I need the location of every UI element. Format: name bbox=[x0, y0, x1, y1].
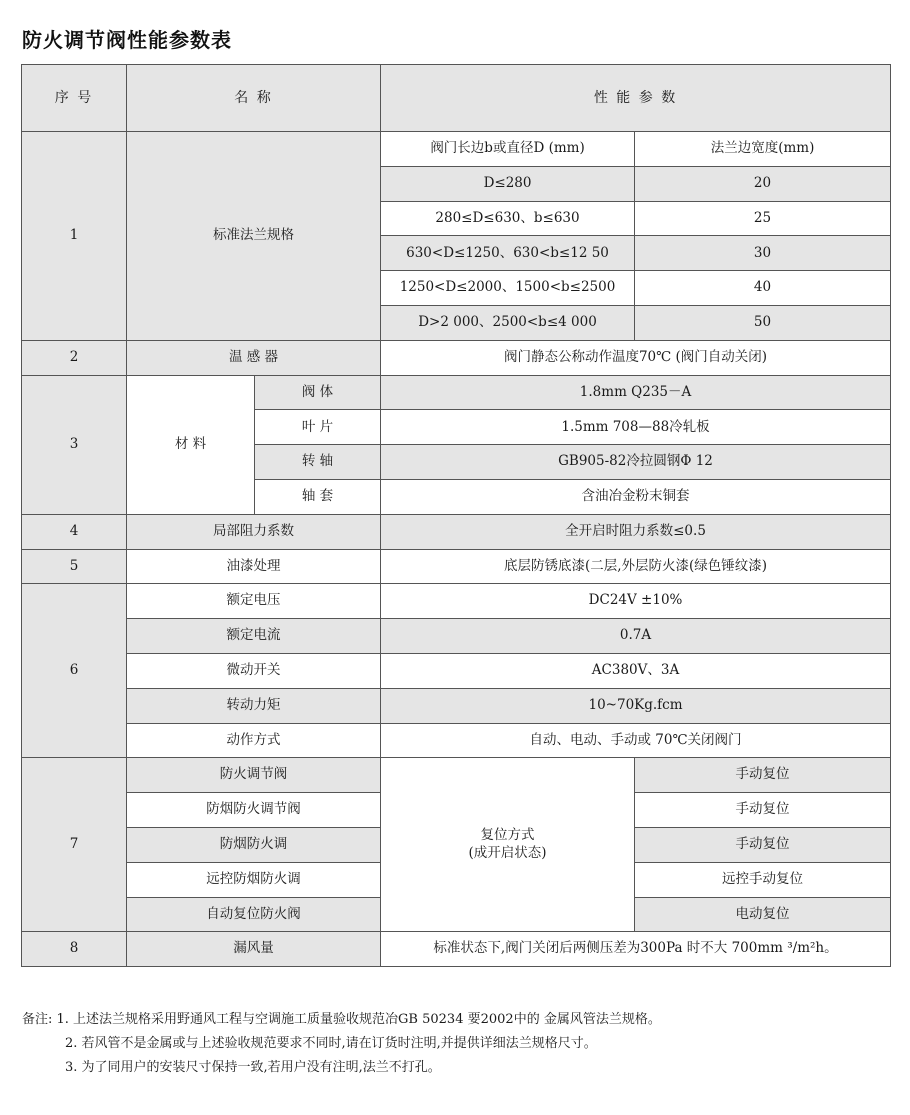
cell-value: 底层防锈底漆(二层,外层防火漆(绿色锤纹漆) bbox=[381, 549, 891, 584]
row-name: 自动复位防火阀 bbox=[127, 897, 381, 932]
row-number: 5 bbox=[22, 549, 127, 584]
part-name: 叶 片 bbox=[255, 410, 381, 445]
reset-mode-note: (成开启状态) bbox=[468, 844, 547, 861]
table-row bbox=[22, 653, 891, 688]
note-line: 2. 若风管不是金属或与上述验收规范要求不同时,请在订货时注明,并提供详细法兰规格尺寸。 bbox=[65, 1036, 597, 1051]
cell-value: 50 bbox=[635, 305, 891, 340]
row-name: 防烟防火调节阀 bbox=[127, 793, 381, 828]
cell-value: 20 bbox=[635, 166, 891, 201]
row-number: 3 bbox=[22, 375, 127, 514]
cell-value: 手动复位 bbox=[635, 758, 891, 793]
table-row bbox=[22, 340, 891, 375]
header-serial: 序 号 bbox=[22, 65, 127, 132]
cell-value: 全开启时阻力系数≤0.5 bbox=[381, 514, 891, 549]
sub-header-size: 阀门长边b或直径D (mm) bbox=[381, 132, 635, 167]
cell-value: 1.5mm 708—88冷轧板 bbox=[381, 410, 891, 445]
cell-value: 阀门静态公称动作温度70℃ (阀门自动关闭) bbox=[381, 340, 891, 375]
row-name: 远控防烟防火调 bbox=[127, 862, 381, 897]
table-row bbox=[22, 932, 891, 967]
cell-value: 含油冶金粉末铜套 bbox=[381, 479, 891, 514]
cell-value: 30 bbox=[635, 236, 891, 271]
page-title: 防火调节阀性能参数表 bbox=[22, 28, 232, 52]
table-row bbox=[22, 619, 891, 654]
row-name: 材 料 bbox=[127, 375, 255, 514]
row-number: 2 bbox=[22, 340, 127, 375]
cell-value: 280≤D≤630、b≤630 bbox=[381, 201, 635, 236]
table-row bbox=[22, 758, 891, 793]
row-name: 防火调节阀 bbox=[127, 758, 381, 793]
row-name: 漏风量 bbox=[127, 932, 381, 967]
row-name: 防烟防火调 bbox=[127, 827, 381, 862]
header-params: 性 能 参 数 bbox=[381, 65, 891, 132]
table-row bbox=[22, 584, 891, 619]
table-row bbox=[22, 549, 891, 584]
note-line: 3. 为了同用户的安装尺寸保持一致,若用户没有注明,法兰不打孔。 bbox=[65, 1060, 441, 1075]
row-number: 6 bbox=[22, 584, 127, 758]
row-name: 标准法兰规格 bbox=[127, 132, 381, 341]
cell-value: 25 bbox=[635, 201, 891, 236]
table-row bbox=[22, 688, 891, 723]
performance-table bbox=[21, 64, 891, 967]
row-name: 局部阻力系数 bbox=[127, 514, 381, 549]
row-name: 动作方式 bbox=[127, 723, 381, 758]
cell-value: 手动复位 bbox=[635, 793, 891, 828]
cell-value: GB905-82冷拉圆钢Φ 12 bbox=[381, 445, 891, 480]
table-row bbox=[22, 514, 891, 549]
cell-value: 0.7A bbox=[381, 619, 891, 654]
note-line: 备注: 1. 上述法兰规格采用野通风工程与空调施工质量验收规范冶GB 50234 要2002中的 金属风管法兰规格。 bbox=[22, 1012, 661, 1027]
header-name: 名 称 bbox=[127, 65, 381, 132]
cell-value: AC380V、3A bbox=[381, 653, 891, 688]
row-name: 油漆处理 bbox=[127, 549, 381, 584]
cell-value: 手动复位 bbox=[635, 827, 891, 862]
part-name: 转 轴 bbox=[255, 445, 381, 480]
table-header-row bbox=[22, 65, 891, 132]
cell-value: 10~70Kg.fcm bbox=[381, 688, 891, 723]
cell-value: D≤280 bbox=[381, 166, 635, 201]
table-row bbox=[22, 132, 891, 167]
table-row bbox=[22, 375, 891, 410]
cell-value: D>2 000、2500<b≤4 000 bbox=[381, 305, 635, 340]
cell-value: 40 bbox=[635, 271, 891, 306]
row-name: 温 感 器 bbox=[127, 340, 381, 375]
row-number: 7 bbox=[22, 758, 127, 932]
reset-mode-cell bbox=[381, 758, 635, 932]
cell-value: 自动、电动、手动或 70℃关闭阀门 bbox=[381, 723, 891, 758]
sub-header-flange-width: 法兰边宽度(mm) bbox=[635, 132, 891, 167]
cell-value: 1250<D≤2000、1500<b≤2500 bbox=[381, 271, 635, 306]
reset-mode-label: 复位方式 bbox=[480, 827, 535, 844]
cell-value: 630<D≤1250、630<b≤12 50 bbox=[381, 236, 635, 271]
row-number: 4 bbox=[22, 514, 127, 549]
cell-value: 远控手动复位 bbox=[635, 862, 891, 897]
part-name: 阀 体 bbox=[255, 375, 381, 410]
row-name: 额定电压 bbox=[127, 584, 381, 619]
cell-value: 标准状态下,阀门关闭后两侧压差为300Pa 时不大 700mm ³/m²h。 bbox=[381, 932, 891, 967]
row-name: 转动力矩 bbox=[127, 688, 381, 723]
row-name: 额定电流 bbox=[127, 619, 381, 654]
notes bbox=[22, 1008, 661, 1080]
row-number: 1 bbox=[22, 132, 127, 341]
row-number: 8 bbox=[22, 932, 127, 967]
part-name: 轴 套 bbox=[255, 479, 381, 514]
cell-value: 电动复位 bbox=[635, 897, 891, 932]
cell-value: 1.8mm Q235－A bbox=[381, 375, 891, 410]
cell-value: DC24V ±10% bbox=[381, 584, 891, 619]
table-row bbox=[22, 723, 891, 758]
row-name: 微动开关 bbox=[127, 653, 381, 688]
